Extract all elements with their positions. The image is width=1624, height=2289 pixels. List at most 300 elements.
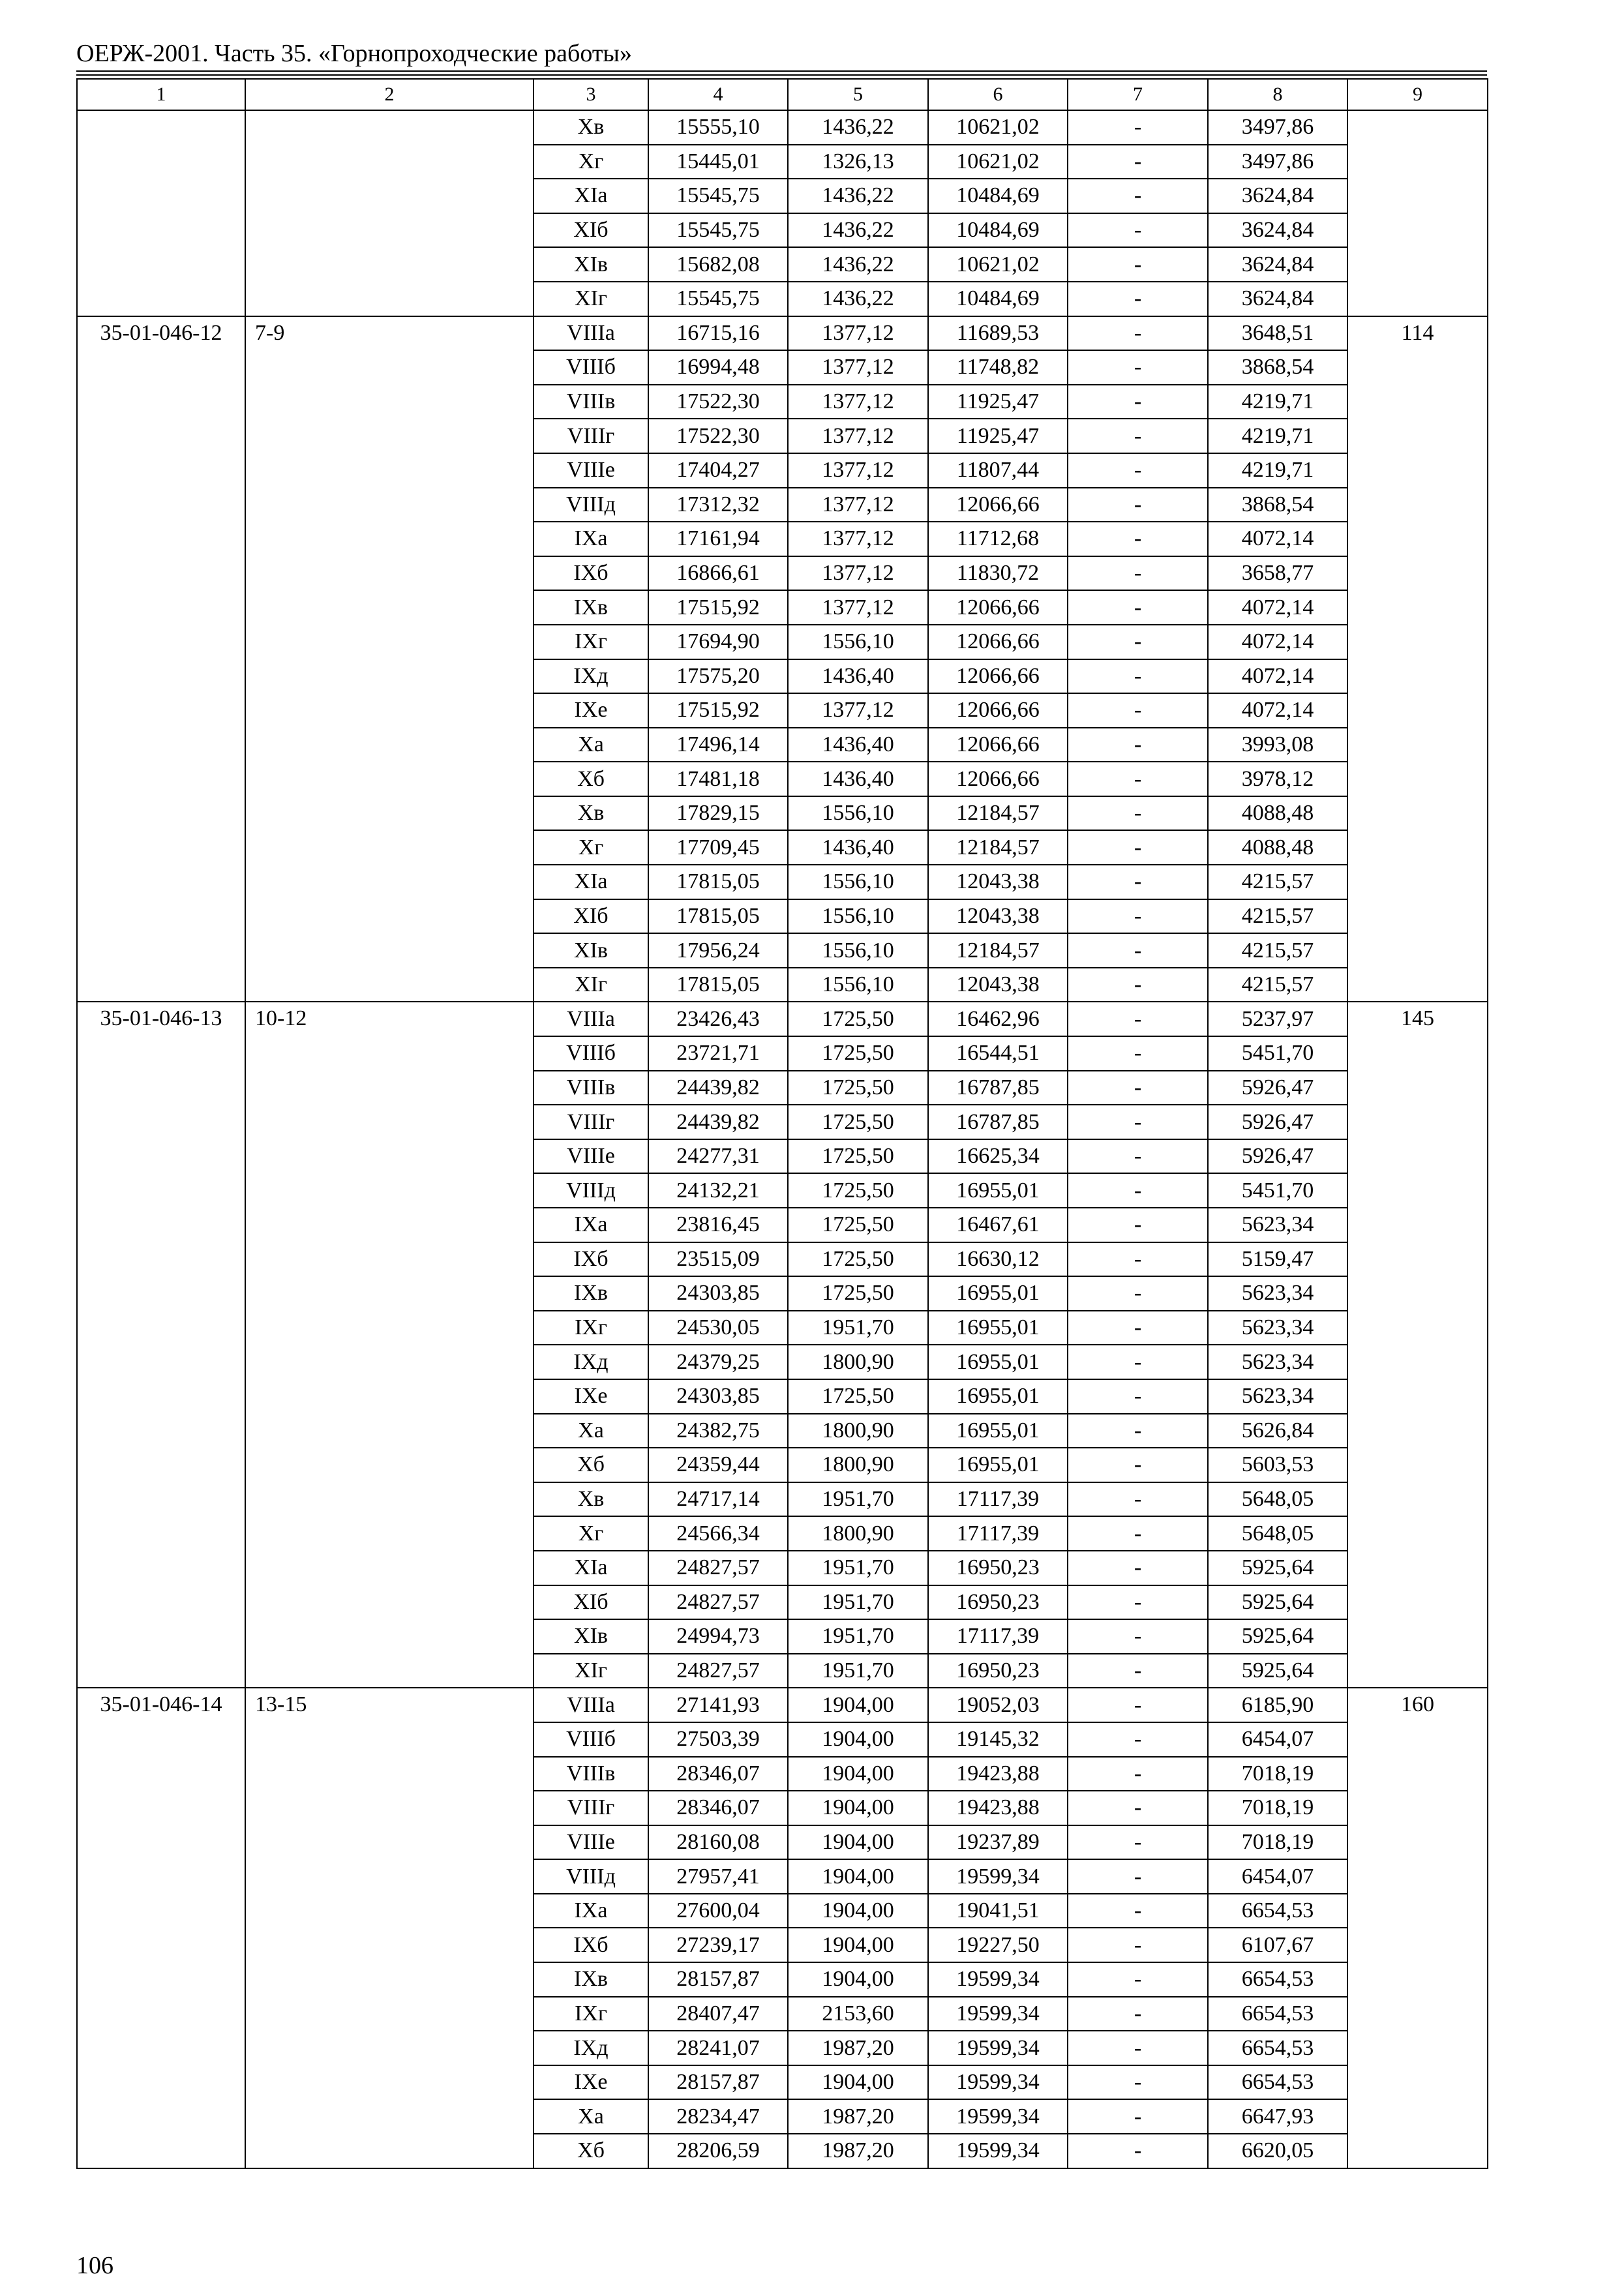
column-header: 1 [77, 79, 245, 110]
category-cell: VIIIд [534, 1173, 648, 1208]
wages-cell: 1904,00 [788, 1791, 928, 1825]
total-cost-cell: 17709,45 [648, 830, 788, 865]
machines-cell: 16955,01 [928, 1311, 1068, 1345]
materials-cell: 4072,14 [1208, 522, 1347, 556]
wages-cell: 1436,40 [788, 830, 928, 865]
driver-wages-cell: - [1068, 522, 1208, 556]
driver-wages-cell: - [1068, 1928, 1208, 1962]
materials-cell: 7018,19 [1208, 1825, 1347, 1860]
total-cost-cell: 15555,10 [648, 110, 788, 145]
driver-wages-cell: - [1068, 1585, 1208, 1620]
rate-code-cell: 35-01-046-13 [77, 1002, 245, 1688]
labor-cost-cell: 145 [1347, 1002, 1488, 1688]
wages-cell: 1904,00 [788, 1894, 928, 1928]
driver-wages-cell: - [1068, 933, 1208, 968]
wages-cell: 1725,50 [788, 1276, 928, 1311]
materials-cell: 5623,34 [1208, 1345, 1347, 1379]
machines-cell: 10621,02 [928, 110, 1068, 145]
materials-cell: 3868,54 [1208, 488, 1347, 522]
machines-cell: 19423,88 [928, 1791, 1068, 1825]
materials-cell: 5926,47 [1208, 1139, 1347, 1174]
materials-cell: 4219,71 [1208, 385, 1347, 419]
driver-wages-cell: - [1068, 1688, 1208, 1722]
wages-cell: 1377,12 [788, 590, 928, 625]
column-header: 7 [1068, 79, 1208, 110]
machines-cell: 12184,57 [928, 796, 1068, 831]
driver-wages-cell: - [1068, 1997, 1208, 2031]
driver-wages-cell: - [1068, 1276, 1208, 1311]
machines-cell: 12066,66 [928, 762, 1068, 796]
wages-cell: 1436,22 [788, 110, 928, 145]
total-cost-cell: 15445,01 [648, 145, 788, 179]
labor-cost-cell: 160 [1347, 1688, 1488, 2168]
machines-cell: 10484,69 [928, 179, 1068, 213]
category-cell: Хв [534, 110, 648, 145]
materials-cell: 4219,71 [1208, 419, 1347, 453]
category-cell: VIIIб [534, 1722, 648, 1757]
total-cost-cell: 27141,93 [648, 1688, 788, 1722]
column-header: 3 [534, 79, 648, 110]
driver-wages-cell: - [1068, 2134, 1208, 2168]
materials-cell: 4215,57 [1208, 899, 1347, 934]
wages-cell: 1556,10 [788, 625, 928, 659]
materials-cell: 5623,34 [1208, 1311, 1347, 1345]
total-cost-cell: 24717,14 [648, 1482, 788, 1517]
wages-cell: 1436,40 [788, 659, 928, 694]
driver-wages-cell: - [1068, 1414, 1208, 1448]
wages-cell: 1904,00 [788, 1928, 928, 1962]
materials-cell: 6620,05 [1208, 2134, 1347, 2168]
category-cell: VIIIд [534, 488, 648, 522]
driver-wages-cell: - [1068, 762, 1208, 796]
driver-wages-cell: - [1068, 213, 1208, 248]
materials-cell: 6654,53 [1208, 2031, 1347, 2065]
materials-cell: 4072,14 [1208, 590, 1347, 625]
category-cell: ХIб [534, 213, 648, 248]
materials-cell: 6454,07 [1208, 1722, 1347, 1757]
materials-cell: 5451,70 [1208, 1036, 1347, 1071]
labor-cost-cell: 114 [1347, 316, 1488, 1002]
driver-wages-cell: - [1068, 282, 1208, 316]
wages-cell: 1377,12 [788, 350, 928, 385]
wages-cell: 1904,00 [788, 1962, 928, 1997]
driver-wages-cell: - [1068, 145, 1208, 179]
machines-cell: 16950,23 [928, 1654, 1068, 1688]
wages-cell: 1951,70 [788, 1311, 928, 1345]
category-cell: Хб [534, 762, 648, 796]
materials-cell: 4072,14 [1208, 625, 1347, 659]
total-cost-cell: 24382,75 [648, 1414, 788, 1448]
machines-cell: 19423,88 [928, 1757, 1068, 1791]
materials-cell: 3624,84 [1208, 213, 1347, 248]
materials-cell: 4072,14 [1208, 693, 1347, 728]
total-cost-cell: 28407,47 [648, 1997, 788, 2031]
category-cell: Ха [534, 1414, 648, 1448]
category-cell: ХIг [534, 1654, 648, 1688]
materials-cell: 5925,64 [1208, 1654, 1347, 1688]
driver-wages-cell: - [1068, 1825, 1208, 1860]
wages-cell: 1725,50 [788, 1242, 928, 1277]
column-header: 4 [648, 79, 788, 110]
wages-cell: 1725,50 [788, 1036, 928, 1071]
driver-wages-cell: - [1068, 1757, 1208, 1791]
category-cell: VIIIе [534, 1139, 648, 1174]
driver-wages-cell: - [1068, 1619, 1208, 1654]
table-body [77, 110, 1488, 2168]
rate-code-cell [77, 110, 245, 316]
total-cost-cell: 17956,24 [648, 933, 788, 968]
driver-wages-cell: - [1068, 830, 1208, 865]
machines-cell: 19052,03 [928, 1688, 1068, 1722]
machines-cell: 12043,38 [928, 899, 1068, 934]
item-range-cell: 10-12 [245, 1002, 534, 1688]
category-cell: IХд [534, 659, 648, 694]
wages-cell: 1725,50 [788, 1105, 928, 1139]
materials-cell: 5451,70 [1208, 1173, 1347, 1208]
machines-cell: 12066,66 [928, 659, 1068, 694]
wages-cell: 1556,10 [788, 933, 928, 968]
total-cost-cell: 15545,75 [648, 213, 788, 248]
wages-cell: 1377,12 [788, 419, 928, 453]
rate-code-cell: 35-01-046-14 [77, 1688, 245, 2168]
driver-wages-cell: - [1068, 1722, 1208, 1757]
category-cell: IХд [534, 1345, 648, 1379]
total-cost-cell: 24827,57 [648, 1654, 788, 1688]
machines-cell: 11712,68 [928, 522, 1068, 556]
category-cell: IХа [534, 1208, 648, 1242]
wages-cell: 1556,10 [788, 865, 928, 899]
materials-cell: 3658,77 [1208, 556, 1347, 591]
wages-cell: 1725,50 [788, 1173, 928, 1208]
rate-code-cell: 35-01-046-12 [77, 316, 245, 1002]
machines-cell: 10484,69 [928, 213, 1068, 248]
materials-cell: 4072,14 [1208, 659, 1347, 694]
wages-cell: 1436,22 [788, 213, 928, 248]
materials-cell: 5926,47 [1208, 1071, 1347, 1105]
category-cell: Хв [534, 1482, 648, 1517]
machines-cell: 16955,01 [928, 1276, 1068, 1311]
total-cost-cell: 27957,41 [648, 1859, 788, 1894]
machines-cell: 17117,39 [928, 1516, 1068, 1551]
category-cell: VIIIг [534, 1791, 648, 1825]
materials-cell: 4088,48 [1208, 830, 1347, 865]
materials-cell: 6654,53 [1208, 1997, 1347, 2031]
wages-cell: 1951,70 [788, 1551, 928, 1585]
wages-cell: 1377,12 [788, 522, 928, 556]
category-cell: ХIб [534, 1585, 648, 1620]
total-cost-cell: 24379,25 [648, 1345, 788, 1379]
machines-cell: 17117,39 [928, 1482, 1068, 1517]
materials-cell: 5603,53 [1208, 1448, 1347, 1482]
driver-wages-cell: - [1068, 728, 1208, 762]
machines-cell: 19599,34 [928, 1997, 1068, 2031]
category-cell: IХе [534, 1379, 648, 1414]
category-cell: VIIIб [534, 350, 648, 385]
materials-cell: 4088,48 [1208, 796, 1347, 831]
category-cell: ХIг [534, 282, 648, 316]
column-header: 5 [788, 79, 928, 110]
machines-cell: 19599,34 [928, 1859, 1068, 1894]
wages-cell: 1436,22 [788, 282, 928, 316]
total-cost-cell: 15545,75 [648, 179, 788, 213]
labor-cost-cell [1347, 110, 1488, 316]
wages-cell: 1377,12 [788, 488, 928, 522]
total-cost-cell: 24359,44 [648, 1448, 788, 1482]
category-cell: ХIг [534, 968, 648, 1002]
driver-wages-cell: - [1068, 1242, 1208, 1277]
category-cell: ХIв [534, 1619, 648, 1654]
category-cell: Хг [534, 830, 648, 865]
wages-cell: 1951,70 [788, 1585, 928, 1620]
machines-cell: 12066,66 [928, 693, 1068, 728]
category-cell: VIIIа [534, 1688, 648, 1722]
wages-cell: 1904,00 [788, 1722, 928, 1757]
wages-cell: 1951,70 [788, 1482, 928, 1517]
total-cost-cell: 17829,15 [648, 796, 788, 831]
wages-cell: 1800,90 [788, 1516, 928, 1551]
column-header: 6 [928, 79, 1068, 110]
category-cell: VIIIв [534, 1757, 648, 1791]
driver-wages-cell: - [1068, 693, 1208, 728]
driver-wages-cell: - [1068, 1173, 1208, 1208]
total-cost-cell: 15545,75 [648, 282, 788, 316]
driver-wages-cell: - [1068, 796, 1208, 831]
category-cell: IХд [534, 2031, 648, 2065]
category-cell: IХб [534, 556, 648, 591]
wages-cell: 1800,90 [788, 1414, 928, 1448]
materials-cell: 5648,05 [1208, 1516, 1347, 1551]
machines-cell: 12043,38 [928, 968, 1068, 1002]
materials-cell: 5925,64 [1208, 1585, 1347, 1620]
total-cost-cell: 17481,18 [648, 762, 788, 796]
driver-wages-cell: - [1068, 899, 1208, 934]
page-header-title: ОЕРЖ-2001. Часть 35. «Горнопроходческие работы» [76, 40, 632, 67]
total-cost-cell: 17404,27 [648, 453, 788, 488]
total-cost-cell: 17161,94 [648, 522, 788, 556]
category-cell: IХг [534, 1311, 648, 1345]
category-cell: ХIа [534, 179, 648, 213]
machines-cell: 19599,34 [928, 2134, 1068, 2168]
driver-wages-cell: - [1068, 1208, 1208, 1242]
wages-cell: 1556,10 [788, 968, 928, 1002]
materials-cell: 3624,84 [1208, 179, 1347, 213]
wages-cell: 1725,50 [788, 1208, 928, 1242]
driver-wages-cell: - [1068, 1002, 1208, 1036]
materials-cell: 4215,57 [1208, 865, 1347, 899]
driver-wages-cell: - [1068, 419, 1208, 453]
machines-cell: 16955,01 [928, 1414, 1068, 1448]
machines-cell: 19041,51 [928, 1894, 1068, 1928]
category-cell: ХIв [534, 933, 648, 968]
category-cell: IХг [534, 1997, 648, 2031]
driver-wages-cell: - [1068, 110, 1208, 145]
machines-cell: 12066,66 [928, 728, 1068, 762]
materials-cell: 6107,67 [1208, 1928, 1347, 1962]
column-number-row [77, 79, 1488, 110]
machines-cell: 19599,34 [928, 2031, 1068, 2065]
total-cost-cell: 23816,45 [648, 1208, 788, 1242]
driver-wages-cell: - [1068, 1551, 1208, 1585]
category-cell: Хг [534, 1516, 648, 1551]
wages-cell: 1904,00 [788, 1757, 928, 1791]
category-cell: IХе [534, 693, 648, 728]
column-header: 8 [1208, 79, 1347, 110]
driver-wages-cell: - [1068, 2099, 1208, 2134]
wages-cell: 1377,12 [788, 556, 928, 591]
wages-cell: 1987,20 [788, 2031, 928, 2065]
driver-wages-cell: - [1068, 1036, 1208, 1071]
wages-cell: 2153,60 [788, 1997, 928, 2031]
category-cell: IХа [534, 1894, 648, 1928]
driver-wages-cell: - [1068, 1139, 1208, 1174]
total-cost-cell: 24132,21 [648, 1173, 788, 1208]
wages-cell: 1987,20 [788, 2099, 928, 2134]
driver-wages-cell: - [1068, 385, 1208, 419]
driver-wages-cell: - [1068, 179, 1208, 213]
driver-wages-cell: - [1068, 2065, 1208, 2100]
total-cost-cell: 28157,87 [648, 2065, 788, 2100]
item-range-cell: 13-15 [245, 1688, 534, 2168]
materials-cell: 5626,84 [1208, 1414, 1347, 1448]
category-cell: VIIIг [534, 419, 648, 453]
materials-cell: 5623,34 [1208, 1276, 1347, 1311]
driver-wages-cell: - [1068, 247, 1208, 282]
machines-cell: 16955,01 [928, 1345, 1068, 1379]
materials-cell: 6654,53 [1208, 1962, 1347, 1997]
driver-wages-cell: - [1068, 1071, 1208, 1105]
driver-wages-cell: - [1068, 488, 1208, 522]
header-rule-top [76, 70, 1487, 72]
machines-cell: 16467,61 [928, 1208, 1068, 1242]
category-cell: ХIб [534, 899, 648, 934]
machines-cell: 11807,44 [928, 453, 1068, 488]
wages-cell: 1725,50 [788, 1139, 928, 1174]
machines-cell: 16625,34 [928, 1139, 1068, 1174]
materials-cell: 3624,84 [1208, 247, 1347, 282]
machines-cell: 10621,02 [928, 145, 1068, 179]
total-cost-cell: 17312,32 [648, 488, 788, 522]
total-cost-cell: 24994,73 [648, 1619, 788, 1654]
machines-cell: 19599,34 [928, 2099, 1068, 2134]
category-cell: Ха [534, 2099, 648, 2134]
total-cost-cell: 15682,08 [648, 247, 788, 282]
driver-wages-cell: - [1068, 1379, 1208, 1414]
materials-cell: 3978,12 [1208, 762, 1347, 796]
machines-cell: 11925,47 [928, 419, 1068, 453]
category-cell: Хв [534, 796, 648, 831]
driver-wages-cell: - [1068, 1516, 1208, 1551]
item-range-cell: 7-9 [245, 316, 534, 1002]
category-cell: IХе [534, 2065, 648, 2100]
materials-cell: 6654,53 [1208, 2065, 1347, 2100]
materials-cell: 6654,53 [1208, 1894, 1347, 1928]
category-cell: VIIIе [534, 453, 648, 488]
machines-cell: 16950,23 [928, 1551, 1068, 1585]
total-cost-cell: 17522,30 [648, 419, 788, 453]
category-cell: VIIIв [534, 385, 648, 419]
machines-cell: 12184,57 [928, 933, 1068, 968]
total-cost-cell: 17522,30 [648, 385, 788, 419]
driver-wages-cell: - [1068, 1105, 1208, 1139]
materials-cell: 3624,84 [1208, 282, 1347, 316]
total-cost-cell: 23515,09 [648, 1242, 788, 1277]
machines-cell: 16955,01 [928, 1448, 1068, 1482]
materials-cell: 5237,97 [1208, 1002, 1347, 1036]
machines-cell: 12066,66 [928, 590, 1068, 625]
category-cell: ХIа [534, 865, 648, 899]
materials-cell: 6647,93 [1208, 2099, 1347, 2134]
materials-cell: 7018,19 [1208, 1791, 1347, 1825]
materials-cell: 7018,19 [1208, 1757, 1347, 1791]
driver-wages-cell: - [1068, 968, 1208, 1002]
driver-wages-cell: - [1068, 625, 1208, 659]
driver-wages-cell: - [1068, 350, 1208, 385]
materials-cell: 3497,86 [1208, 145, 1347, 179]
machines-cell: 12066,66 [928, 625, 1068, 659]
column-header: 9 [1347, 79, 1488, 110]
machines-cell: 10484,69 [928, 282, 1068, 316]
wages-cell: 1725,50 [788, 1379, 928, 1414]
driver-wages-cell: - [1068, 1791, 1208, 1825]
machines-cell: 11925,47 [928, 385, 1068, 419]
table-row [77, 316, 1488, 351]
item-range-cell [245, 110, 534, 316]
category-cell: VIIIа [534, 316, 648, 351]
total-cost-cell: 28241,07 [648, 2031, 788, 2065]
driver-wages-cell: - [1068, 556, 1208, 591]
wages-cell: 1377,12 [788, 316, 928, 351]
materials-cell: 3993,08 [1208, 728, 1347, 762]
materials-cell: 5159,47 [1208, 1242, 1347, 1277]
wages-cell: 1326,13 [788, 145, 928, 179]
machines-cell: 11830,72 [928, 556, 1068, 591]
machines-cell: 19145,32 [928, 1722, 1068, 1757]
machines-cell: 12184,57 [928, 830, 1068, 865]
materials-cell: 5925,64 [1208, 1551, 1347, 1585]
category-cell: VIIIв [534, 1071, 648, 1105]
total-cost-cell: 17496,14 [648, 728, 788, 762]
materials-cell: 4215,57 [1208, 968, 1347, 1002]
machines-cell: 17117,39 [928, 1619, 1068, 1654]
category-cell: VIIIа [534, 1002, 648, 1036]
category-cell: VIIIб [534, 1036, 648, 1071]
materials-cell: 6185,90 [1208, 1688, 1347, 1722]
materials-cell: 5648,05 [1208, 1482, 1347, 1517]
materials-cell: 5926,47 [1208, 1105, 1347, 1139]
machines-cell: 16955,01 [928, 1173, 1068, 1208]
machines-cell: 16955,01 [928, 1379, 1068, 1414]
total-cost-cell: 17694,90 [648, 625, 788, 659]
machines-cell: 12066,66 [928, 488, 1068, 522]
total-cost-cell: 24530,05 [648, 1311, 788, 1345]
machines-cell: 19227,50 [928, 1928, 1068, 1962]
category-cell: ХIв [534, 247, 648, 282]
column-header: 2 [245, 79, 534, 110]
driver-wages-cell: - [1068, 316, 1208, 351]
materials-cell: 6454,07 [1208, 1859, 1347, 1894]
total-cost-cell: 28206,59 [648, 2134, 788, 2168]
machines-cell: 16950,23 [928, 1585, 1068, 1620]
category-cell: ХIа [534, 1551, 648, 1585]
wages-cell: 1377,12 [788, 693, 928, 728]
total-cost-cell: 27503,39 [648, 1722, 788, 1757]
machines-cell: 16630,12 [928, 1242, 1068, 1277]
wages-cell: 1904,00 [788, 1825, 928, 1860]
total-cost-cell: 27600,04 [648, 1894, 788, 1928]
machines-cell: 19599,34 [928, 2065, 1068, 2100]
driver-wages-cell: - [1068, 1345, 1208, 1379]
total-cost-cell: 17575,20 [648, 659, 788, 694]
